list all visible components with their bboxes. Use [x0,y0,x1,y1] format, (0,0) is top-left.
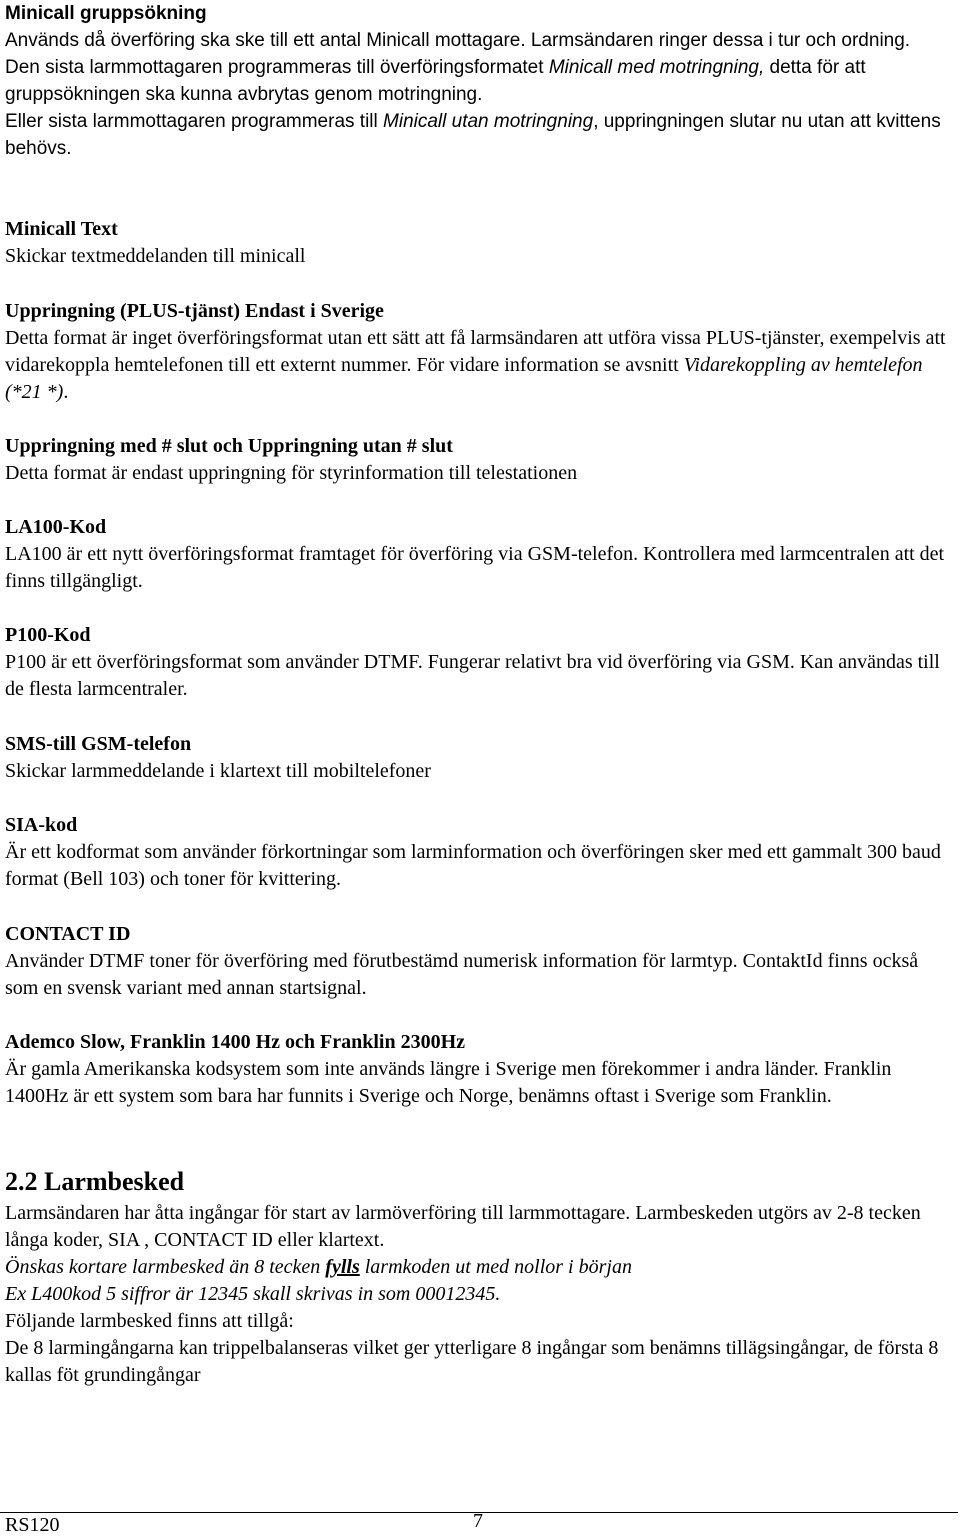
section-sia [5,812,950,893]
heading-la100: LA100-Kod [5,516,107,538]
paragraph: Följande larmbesked finns att tillgå: [5,1310,294,1332]
section-uppringning-slut [5,433,950,487]
section-larmbesked [5,1166,950,1198]
footer-page-number: 7 [473,1510,483,1532]
section-ademco [5,1029,950,1110]
paragraph: Är gamla Amerikanska kodsystem som inte används längre i Sverige men förekommer i andra länder. Franklin 1400Hz är ett system som bara har funnits i Sverige och Norge, benämns oftast i Sverige som Franklin. [5,1058,892,1107]
text: detta för att gruppsökningen ska kunna avbrytas genom motringning. [5,57,866,105]
text: . [63,381,69,403]
paragraph: Är ett kodformat som använder förkortningar som larminformation och överföringen sker med ett gammalt 300 baud format (Bell 103) och toner för kvittering. [5,841,941,890]
heading-minicall-group: Minicall gruppsökning [5,3,207,24]
text-emphasis: fylls [325,1256,360,1278]
text: Önskas kortare larmbesked än 8 tecken [5,1256,326,1278]
paragraph: Skickar larmmeddelande i klartext till mobiltelefoner [5,760,431,782]
heading-sms: SMS-till GSM-telefon [5,733,192,755]
text: Eller sista larmmottagaren programmeras till [5,111,384,132]
paragraph: LA100 är ett nytt överföringsformat framtaget för överföring via GSM-telefon. Kontrollera med larmcentralen att det finns tillgängligt. [5,543,945,592]
section-contact-id [5,921,950,1002]
heading-sia: SIA-kod [5,814,78,836]
text: Detta format är inget överföringsformat utan ett sätt att få larmsändaren att utföra vissa PLUS-tjänster, exempelvis att vidarekoppla hemtelefonen till ett externt nummer. För vidare information se avsnitt [5,327,946,376]
section-uppringning-plus [5,298,950,406]
heading-minicall-text: Minicall Text [5,218,118,240]
section-la100 [5,514,950,595]
text-italic: Minicall utan motringning [383,111,594,132]
section-minicall-text [5,216,950,270]
paragraph: Använder DTMF toner för överföring med förutbestämd numerisk information för larmtyp. ContaktId finns också som en svensk variant med annan startsignal. [5,950,919,999]
paragraph [5,108,950,162]
paragraph [5,325,950,406]
paragraph: Larmsändaren har åtta ingångar för start av larmöverföring till larmmottagare. Larmbeskeden utgörs av 2-8 tecken långa koder, SIA , CONTACT ID eller klartext. [5,1202,921,1251]
paragraph-italic: Ex L400kod 5 siffror är 12345 skall skrivas in som 00012345. [5,1283,501,1305]
heading-uppringning-plus: Uppringning (PLUS-tjänst) Endast i Sverige [5,300,384,322]
section-sms [5,731,950,785]
text: , uppringningen slutar nu utan att kvittens behövs. [5,111,941,159]
text: larmkoden ut med nollor i början [359,1256,632,1278]
paragraph: Detta format är endast uppringning för styrinformation till telestationen [5,462,578,484]
text: Den sista larmmottagaren programmeras till överföringsformatet [5,57,549,78]
text: Används då överföring ska ske till ett antal Minicall mottagare. Larmsändaren ringer dessa i tur och ordning. [5,30,911,51]
heading-ademco: Ademco Slow, Franklin 1400 Hz och Franklin 2300Hz [5,1031,466,1053]
paragraph: De 8 larmingångarna kan trippelbalanseras vilket ger ytterligare 8 ingångar som benämns tillägsingångar, de första 8 kallas föt grundingångar [5,1337,939,1386]
section-minicall-group [5,0,950,162]
heading-larmbesked: 2.2 Larmbesked [5,1167,185,1196]
heading-uppringning-slut: Uppringning med # slut och Uppringning utan # slut [5,435,453,457]
text-italic: Vidarekoppling av hemtelefon (*21 *) [5,354,923,403]
larmbesked-body [5,1200,950,1389]
paragraph: P100 är ett överföringsformat som använder DTMF. Fungerar relativt bra vid överföring via GSM. Kan användas till de flesta larmcentraler. [5,651,940,700]
text-italic: Minicall med motringning, [548,57,765,78]
heading-p100: P100-Kod [5,624,91,646]
paragraph-italic [5,1254,950,1281]
heading-contact-id: CONTACT ID [5,923,131,945]
section-p100 [5,622,950,703]
paragraph [5,27,950,54]
footer-doc-id: RS120 [5,1514,60,1536]
paragraph: Skickar textmeddelanden till minicall [5,245,306,267]
paragraph [5,54,950,108]
